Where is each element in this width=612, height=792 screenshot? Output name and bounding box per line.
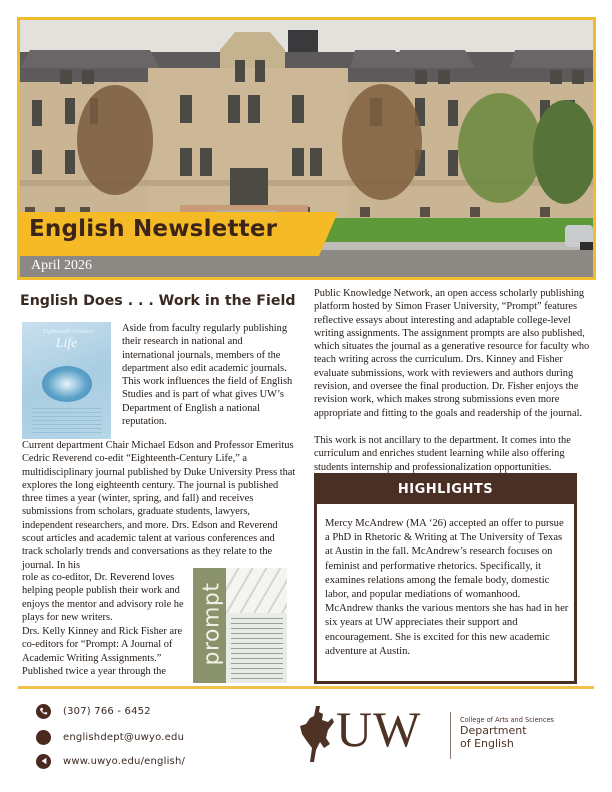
article-headline: English Does . . . Work in the Field — [20, 293, 296, 309]
department-line-1: Department — [460, 724, 527, 737]
email-icon — [36, 730, 51, 745]
web-icon — [36, 754, 51, 769]
contact-email[interactable] — [36, 729, 184, 745]
cover-text-lines — [32, 408, 102, 434]
college-name: College of Arts and Sciences — [460, 716, 554, 724]
website-url: www.uwyo.edu/english/ — [63, 755, 186, 767]
eighteenth-century-life-cover — [22, 322, 111, 439]
keyboard-image — [226, 568, 287, 613]
email-address: englishdept@uwyo.edu — [63, 731, 185, 743]
edson-reverend-paragraph: Current department Chair Michael Edson and Professor Emeritus Cedric Reverend co-edit “Eighteenth-Century Life,” a multidisciplinary journal published by Duke University Press that explores the long eighteenth century. The journal is published three times a year (winter, spring, and fall) and receives submissions from scholars, graduate students, lawyers, independent researchers, and more. Drs. Edson and Reverend scout articles and academic talent at various conferences and track scholarly trends and conversations as they relate to the journal. In his — [22, 440, 296, 571]
department-name — [460, 725, 527, 750]
prompt-description-paragraph: Public Knowledge Network, an open access scholarly publishing platform hosted by Simon Fraser University, “Prompt” features reflective essays about interesting and adaptable college-level writing assignments. The assignment prompts are also published, which situates the journal as a generative resource for faculty who teach writing across the curriculum. Drs. Kinney and Fisher evaluate submissions, work with reviewers and authors during revision, and oversee the final production. Dr. Fisher enjoys the revision work, which makes strong submissions even more appropriate and fitting to the goals and readership of the journal. — [314, 288, 590, 419]
cover-title-big: Life — [55, 336, 78, 351]
contact-website[interactable] — [36, 753, 185, 769]
cover-illustration — [42, 366, 92, 402]
highlights-body: Mercy McAndrew (MA ‘26) accepted an offer to pursue a PhD in Rhetoric & Writing at The University of Texas at Austin in the fall. McAndrew’s research focuses on feminist and performative rhetorics. Specifically, it examines relations among the female body, domestic labor, and popular mediations of womanhood. McAndrew thanks the various mentors she has had in her six years at UW appreciates their support and encouragement. She is excited for this new academic adventure at Austin. — [325, 518, 569, 657]
footer-divider — [18, 686, 594, 689]
cover-word: prompt — [199, 582, 225, 666]
intro-paragraph: Aside from faculty regularly publishing their research in national and international journals, members of the department also edit academic journals. This work influences the field of English Studies and is part of what gives UW’s Department of English a national reputation. — [122, 323, 293, 428]
header-hero — [17, 17, 596, 280]
cover-contents — [231, 618, 283, 680]
highlights-heading: HIGHLIGHTS — [317, 476, 574, 504]
ancillary-paragraph: This work is not ancillary to the department. It comes into the curriculum and enriches student learning while also offering students internship and professionalization opportunities. — [314, 435, 571, 473]
department-line-2: of English — [460, 736, 514, 750]
prompt-journal-cover — [193, 568, 287, 683]
reverend-role-paragraph: role as co-editor, Dr. Reverend loves helping people publish their work and enjoys the mentor and advisory role he plays for new writers. — [22, 572, 184, 623]
date-band — [20, 256, 593, 277]
uw-wordmark: UW — [336, 701, 422, 757]
uw-english-logo — [298, 702, 598, 764]
phone-number: (307) 766 - 6452 — [63, 705, 151, 717]
newsletter-title: English Newsletter — [29, 216, 278, 242]
kinney-fisher-paragraph: Drs. Kelly Kinney and Rick Fisher are co-editors for “Prompt: A Journal of Academic Writing Assignments.” Published twice a year through the — [22, 626, 183, 677]
contact-phone[interactable] — [36, 703, 151, 719]
logo-divider — [450, 712, 451, 759]
highlights-box — [314, 473, 577, 684]
issue-date: April 2026 — [31, 258, 93, 273]
phone-icon — [36, 704, 51, 719]
cover-title-small: Eighteenth-Century — [42, 328, 94, 335]
bucking-horse-icon — [298, 704, 336, 764]
